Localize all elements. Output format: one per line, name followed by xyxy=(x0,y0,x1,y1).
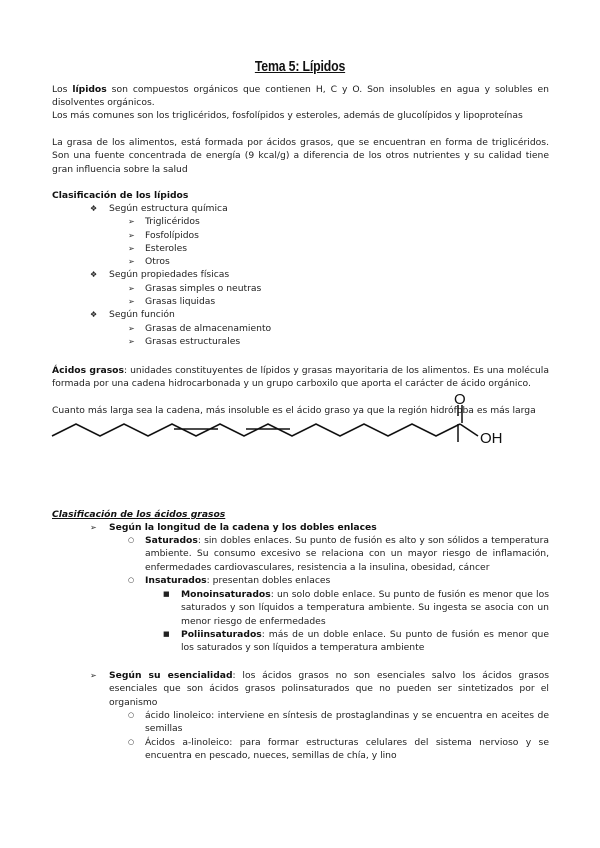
item-label: Grasas de almacenamiento xyxy=(145,322,272,334)
arrow-bullet-icon: ➢ xyxy=(128,230,135,240)
list-item xyxy=(52,255,549,268)
intro-text: son compuestos orgánicos que contienen H, C y O. Son insolubles en agua y solubles en disolventes orgánicos. xyxy=(52,84,549,109)
item-label: Otros xyxy=(145,256,170,268)
intro-paragraph-1 xyxy=(52,83,549,110)
mono-text: : un solo doble enlace. Su punto de fusión es menor que los saturados y son líquidos a temperatura ambiente. Su ingesta se asocia con un menor riesgo de enfermedades xyxy=(181,589,549,627)
intro-text: Los xyxy=(52,84,73,95)
saturados-term: Saturados xyxy=(145,535,198,546)
lipid-classification-heading: Clasificación de los lípidos xyxy=(52,190,189,201)
section-title: Según la longitud de la cadena y los dobles enlaces xyxy=(109,522,377,533)
arrow-bullet-icon: ➢ xyxy=(128,336,135,346)
linoleico-item xyxy=(52,709,549,736)
mono-term: Monoinsaturados xyxy=(181,589,271,600)
item-label: Esteroles xyxy=(145,242,188,254)
square-bullet-icon: ■ xyxy=(163,630,170,638)
lipid-classification-list xyxy=(52,202,549,348)
list-item xyxy=(52,202,549,215)
arrow-bullet-icon: ➢ xyxy=(90,523,97,532)
circle-bullet-icon: ○ xyxy=(128,711,135,719)
linoleico-text: ácido linoleico: interviene en síntesis de prostaglandinas y se encuentra en aceites de semillas xyxy=(145,710,549,735)
item-label: Grasas estructurales xyxy=(145,335,241,347)
saturados-text: : sin dobles enlaces. Su punto de fusión es alto y son sólidos a temperatura ambiente. Su consumo excesivo se relaciona con un mayor riesgo de inflamación, enfermedades cardiovasculares, resistencia a la insulina, obesidad, cáncer xyxy=(145,535,549,573)
group-label: Según propiedades físicas xyxy=(109,269,230,281)
list-item xyxy=(52,229,549,242)
square-bullet-icon: ■ xyxy=(163,590,170,598)
section-title: Según su esencialidad xyxy=(109,670,233,681)
diamond-bullet-icon: ❖ xyxy=(90,204,98,213)
item-label: Grasas simples o neutras xyxy=(145,282,262,294)
hydroxyl-label: OH xyxy=(480,430,503,447)
item-label: Grasas liquidas xyxy=(145,296,216,308)
arrow-bullet-icon: ➢ xyxy=(128,217,135,227)
list-item xyxy=(52,308,549,321)
list-item xyxy=(52,295,549,308)
group-label: Según función xyxy=(109,309,175,321)
insaturados-term: Insaturados xyxy=(145,575,207,586)
list-item xyxy=(52,335,549,348)
fatty-acids-term: Ácidos grasos xyxy=(52,365,124,376)
mono-item xyxy=(52,588,549,628)
page-title: Tema 5: Lípidos xyxy=(254,58,346,75)
poli-term: Poliinsaturados xyxy=(181,629,262,640)
insaturados-item xyxy=(52,574,549,587)
circle-bullet-icon: ○ xyxy=(128,576,135,584)
diamond-bullet-icon: ❖ xyxy=(90,270,98,280)
arrow-bullet-icon: ➢ xyxy=(128,323,135,333)
arrow-bullet-icon: ➢ xyxy=(128,297,135,307)
list-item xyxy=(52,322,549,335)
arrow-bullet-icon: ➢ xyxy=(128,283,135,293)
list-item xyxy=(52,242,549,255)
arrow-bullet-icon: ➢ xyxy=(90,671,97,680)
group-label: Según estructura química xyxy=(109,203,228,214)
alinoleico-text: Ácidos a-linoleico: para formar estructuras celulares del sistema nervioso y se encuentra en pescado, nueces, semillas de chía, y lino xyxy=(145,737,549,762)
intro-paragraph-3: La grasa de los alimentos, está formada por ácidos grasos, que se encuentran en forma de triglicéridos. Son una fuente concentrada de energía (9 kcal/g) a diferencia de los otros nutrientes y su calidad tiene gran influencia sobre la salud xyxy=(52,137,549,175)
arrow-bullet-icon: ➢ xyxy=(128,257,135,267)
essentiality-text: : los ácidos grasos no son esenciales salvo los ácidos grasos esenciales que son ácidos grasos polinsaturados que no pueden ser sintetizados por el organismo xyxy=(109,670,549,708)
item-label: Fosfolípidos xyxy=(145,229,199,241)
list-item xyxy=(52,215,549,228)
section-chain-length xyxy=(52,521,549,534)
diamond-bullet-icon: ❖ xyxy=(90,310,98,320)
poli-text: : más de un doble enlace. Su punto de fusión es menor que los saturados y son líquidos a temperatura ambiente xyxy=(181,629,549,654)
lipidos-term: lípidos xyxy=(72,84,107,95)
carbon-chain xyxy=(52,424,460,436)
alinoleico-item xyxy=(52,736,549,763)
item-label: Triglicéridos xyxy=(145,216,200,228)
hydroxyl-bond xyxy=(460,424,478,436)
insaturados-text: : presentan dobles enlaces xyxy=(206,575,331,586)
fatty-acid-classification-heading: Clasificación de los ácidos grasos xyxy=(52,509,226,520)
saturados-item xyxy=(52,534,549,574)
intro-paragraph-2: Los más comunes son los triglicéridos, fosfolípidos y esteroles, además de glucolípidos y lipoproteínas xyxy=(52,110,523,121)
poli-item xyxy=(52,628,549,655)
oxygen-label: O xyxy=(454,391,466,408)
circle-bullet-icon: ○ xyxy=(128,738,135,746)
fatty-acids-text: : unidades constituyentes de lípidos y grasas mayoritaria de los alimentos. Es una molécula formada por una cadena hidrocarbonada y un grupo carboxilo que aporta el carácter de ácido orgánico. xyxy=(52,365,549,390)
arrow-bullet-icon: ➢ xyxy=(128,243,135,253)
section-essentiality xyxy=(52,669,549,709)
list-item xyxy=(52,282,549,295)
chain-length-paragraph: Cuanto más larga sea la cadena, más insoluble es el ácido graso ya que la región hidrófoba es más larga xyxy=(52,405,536,416)
list-item xyxy=(52,268,549,281)
circle-bullet-icon: ○ xyxy=(128,536,135,544)
fatty-acids-paragraph xyxy=(52,364,549,391)
